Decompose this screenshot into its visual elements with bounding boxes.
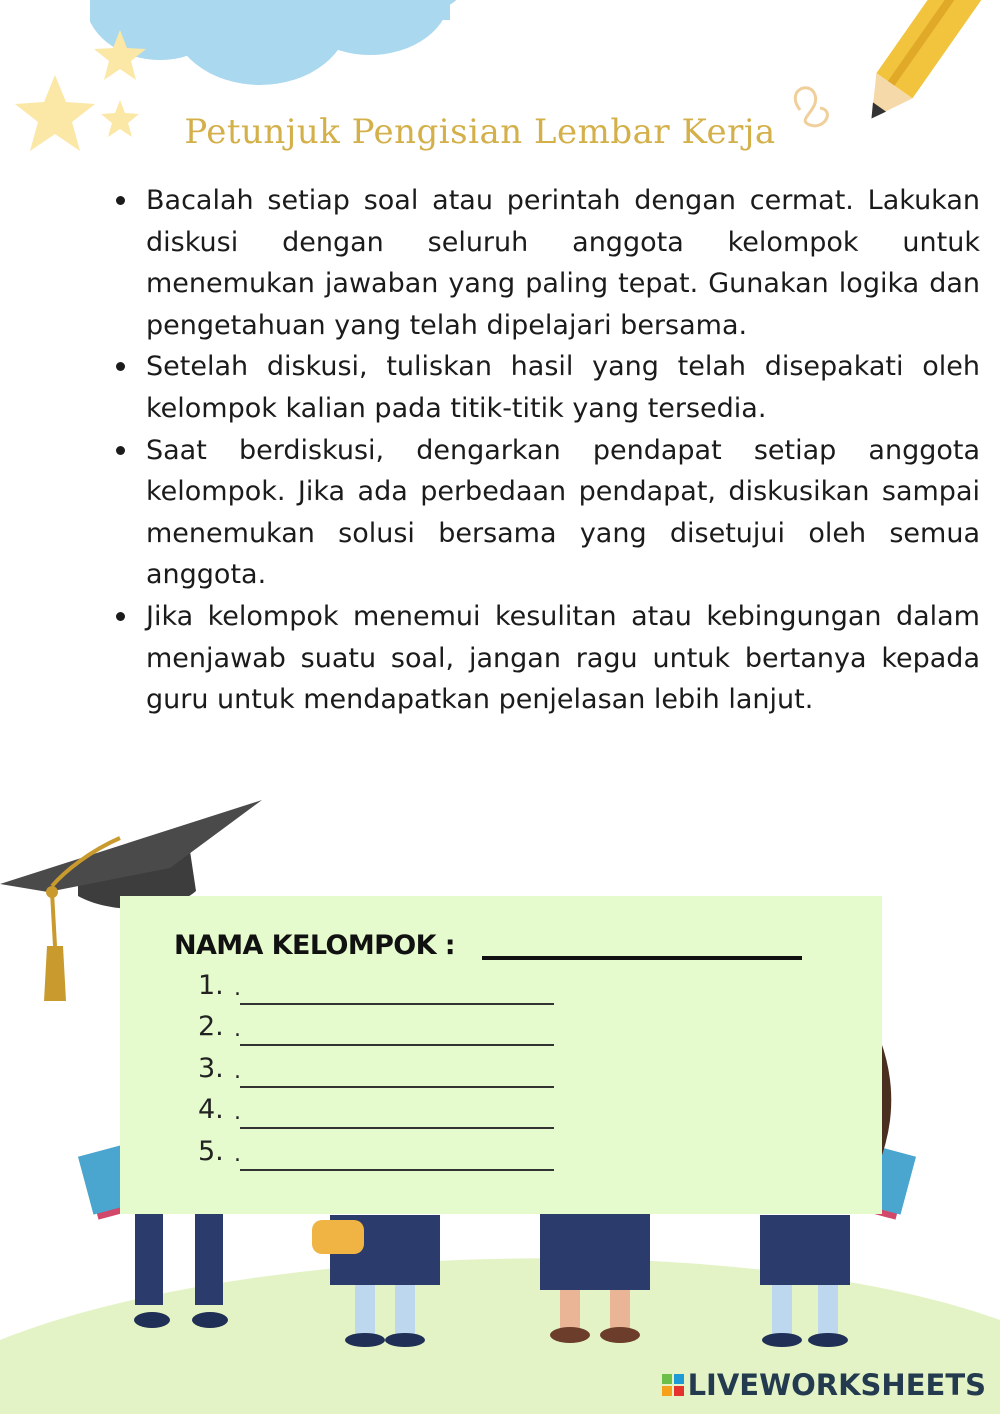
member-row: 2. . bbox=[198, 1011, 234, 1051]
member-number: 5. bbox=[198, 1136, 224, 1167]
page-title: Petunjuk Pengisian Lembar Kerja bbox=[184, 112, 776, 152]
member-row: 4. . bbox=[198, 1094, 234, 1134]
list-item: Setelah diskusi, tuliskan hasil yang telah disepakati oleh kelompok kalian pada titik-titik yang tersedia. bbox=[146, 346, 980, 429]
member-number: 4. bbox=[198, 1094, 224, 1125]
member-number: 1. bbox=[198, 970, 224, 1001]
bullet-icon bbox=[116, 612, 125, 621]
member-name-field[interactable] bbox=[240, 1169, 554, 1171]
list-item: Jika kelompok menemui kesulitan atau kebingungan dalam menjawab suatu soal, jangan ragu untuk bertanya kepada guru untuk mendapatkan penjelasan lebih lanjut. bbox=[146, 596, 980, 721]
member-row: 1. . bbox=[198, 970, 234, 1010]
member-name-field[interactable] bbox=[240, 1044, 554, 1046]
liveworksheets-logo-icon bbox=[662, 1374, 684, 1396]
member-name-field[interactable] bbox=[240, 1003, 554, 1005]
member-name-field[interactable] bbox=[240, 1086, 554, 1088]
member-row: 3. . bbox=[198, 1053, 234, 1093]
list-item: Saat berdiskusi, dengarkan pendapat setiap anggota kelompok. Jika ada perbedaan pendapat, diskusikan sampai menemukan solusi bersama yang disetujui oleh semua anggota. bbox=[146, 430, 980, 596]
brand-name: LIVEWORKSHEETS bbox=[687, 1368, 986, 1402]
list-item: Bacalah setiap soal atau perintah dengan cermat. Lakukan diskusi dengan seluruh anggota kelompok untuk menemukan jawaban yang paling tepat. Gunakan logika dan pengetahuan yang telah dipelajari bersama. bbox=[146, 180, 980, 346]
bullet-icon bbox=[116, 446, 125, 455]
group-name-field[interactable] bbox=[482, 956, 802, 960]
bullet-icon bbox=[116, 362, 125, 371]
liveworksheets-brand[interactable] bbox=[662, 1368, 986, 1402]
group-name-label: NAMA KELOMPOK : bbox=[174, 930, 455, 961]
instruction-list bbox=[110, 180, 980, 721]
member-name-field[interactable] bbox=[240, 1127, 554, 1129]
member-number: 3. bbox=[198, 1053, 224, 1084]
bullet-icon bbox=[116, 196, 125, 205]
member-number: 2. bbox=[198, 1011, 224, 1042]
member-row: 5. . bbox=[198, 1136, 234, 1176]
